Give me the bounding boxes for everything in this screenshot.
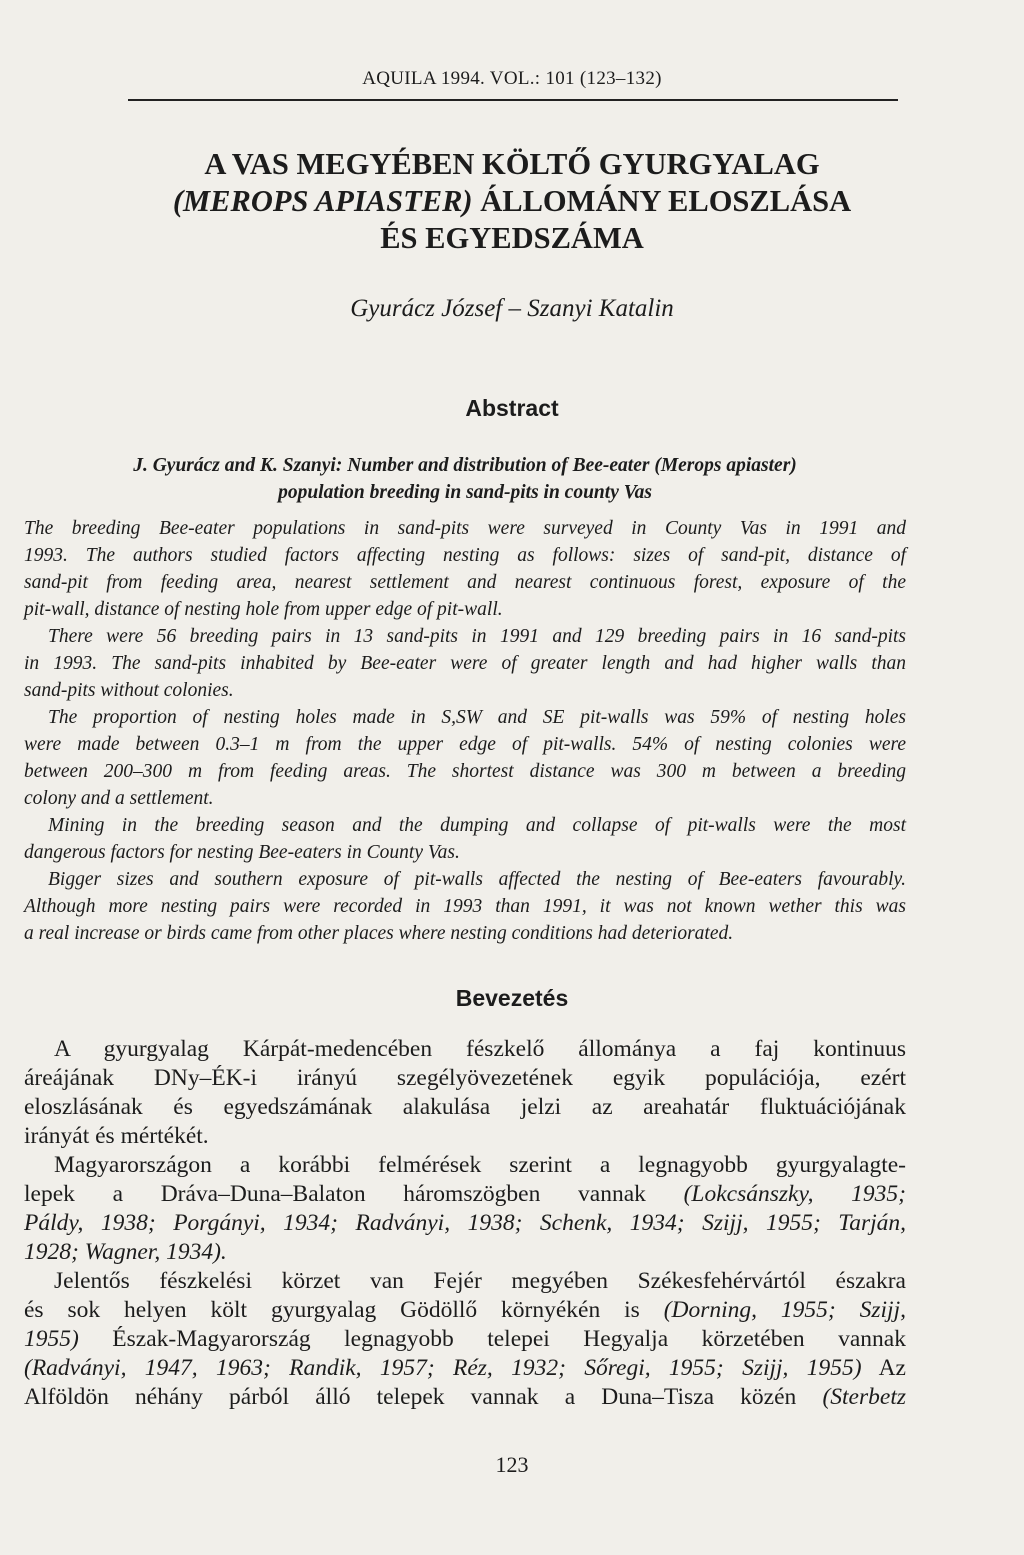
abstract-body <box>24 515 906 947</box>
abstract-heading: Abstract <box>465 395 559 421</box>
abstract-title <box>24 452 906 506</box>
intro-line: A gyurgyalag Kárpát-medencében fészkelő állománya a faj kontinuus <box>54 1036 906 1062</box>
abstract-line: Mining in the breeding season and the dumping and collapse of pit-walls were the most <box>48 815 906 836</box>
abstract-line: There were 56 breeding pairs in 13 sand-pits in 1991 and 129 breeding pairs in 16 sand-pits <box>48 626 906 647</box>
abstract-line: dangerous factors for nesting Bee-eaters in County Vas. <box>24 842 460 863</box>
abstract-line: 1993. The authors studied factors affecting nesting as follows: sizes of sand-pit, distance of <box>24 545 906 566</box>
abstract-line: Bigger sizes and southern exposure of pit-walls affected the nesting of Bee-eaters favourably. <box>48 869 906 890</box>
abstract-title-line: population breeding in sand-pits in county Vas <box>278 482 652 503</box>
intro-text: Észak-Magyarország legnagyobb telepei Hegyalja körzetében vannak <box>78 1326 906 1352</box>
citation: (Dorning, 1955; Szijj, <box>663 1297 906 1323</box>
citation: 1955) <box>24 1326 79 1352</box>
intro-line: Jelentős fészkelési körzet van Fejér megyében Székesfehérvártól északra <box>54 1268 906 1294</box>
authors: Gyurácz József – Szanyi Katalin <box>350 295 674 322</box>
intro-line <box>24 1325 906 1354</box>
intro-line: irányát és mértékét. <box>24 1123 209 1149</box>
intro-line <box>24 1238 906 1267</box>
intro-line: áreájának DNy–ÉK-i irányú szegélyövezetének egyik populációja, ezért <box>24 1065 906 1091</box>
citation: 1928; Wagner, 1934). <box>24 1239 227 1265</box>
intro-text: és sok helyen költ gyurgyalag Gödöllő környékén is <box>24 1297 664 1323</box>
abstract-line: in 1993. The sand-pits inhabited by Bee-eater were of greater length and had higher walls than <box>24 653 906 674</box>
intro-line <box>24 1296 906 1325</box>
citation: Páldy, 1938; Porgányi, 1934; Radványi, 1938; Schenk, 1934; Szijj, 1955; Tarján, <box>24 1210 906 1236</box>
intro-text: Az <box>861 1355 906 1381</box>
title-line-2 <box>60 183 964 220</box>
intro-line: Magyarországon a korábbi felmérések szerint a legnagyobb gyurgyalagte- <box>54 1152 906 1178</box>
section-heading: Bevezetés <box>455 985 569 1011</box>
header-rule <box>128 99 898 101</box>
title-species-name: (MEROPS APIASTER) <box>172 184 473 218</box>
title-line-3: ÉS EGYEDSZÁMA <box>380 221 644 255</box>
intro-text: Alföldön néhány párból álló telepek vannak a Duna–Tisza közén <box>24 1384 823 1410</box>
abstract-line: colony and a settlement. <box>24 788 214 809</box>
page-number: 123 <box>495 1452 529 1477</box>
intro-text: lepek a Dráva–Duna–Balaton háromszögben vannak <box>24 1181 684 1207</box>
citation: (Sterbetz <box>822 1384 906 1410</box>
abstract-line: were made between 0.3–1 m from the upper edge of pit-walls. 54% of nesting colonies were <box>24 734 906 755</box>
abstract-line: a real increase or birds came from other places where nesting conditions had deteriorated. <box>24 923 734 944</box>
abstract-line: Although more nesting pairs were recorded in 1993 than 1991, it was not known wether this was <box>24 896 906 917</box>
abstract-line: sand-pit from feeding area, nearest settlement and nearest continuous forest, exposure of the <box>24 572 906 593</box>
abstract-line: pit-wall, distance of nesting hole from upper edge of pit-wall. <box>24 599 503 620</box>
running-head: AQUILA 1994. VOL.: 101 (123–132) <box>362 68 662 89</box>
abstract-line: between 200–300 m from feeding areas. The shortest distance was 300 m between a breeding <box>24 761 906 782</box>
intro-line <box>24 1354 906 1383</box>
title-line-2-rest: ÁLLOMÁNY ELOSZLÁSA <box>472 184 852 218</box>
abstract-title-line: J. Gyurácz and K. Szanyi: Number and distribution of Bee-eater (Merops apiaster) <box>133 455 797 476</box>
intro-line <box>24 1180 906 1209</box>
abstract-line: The proportion of nesting holes made in S,SW and SE pit-walls was 59% of nesting holes <box>48 707 906 728</box>
article-title <box>60 146 964 257</box>
abstract-line: The breeding Bee-eater populations in sand-pits were surveyed in County Vas in 1991 and <box>24 518 906 539</box>
intro-line <box>24 1383 906 1412</box>
intro-line <box>24 1209 906 1238</box>
intro-body <box>24 1035 906 1412</box>
intro-line: eloszlásának és egyedszámának alakulása jelzi az areahatár fluktuációjának <box>24 1094 906 1120</box>
title-line-1: A VAS MEGYÉBEN KÖLTŐ GYURGYALAG <box>204 147 820 181</box>
citation: (Lokcsánszky, 1935; <box>683 1181 906 1207</box>
abstract-line: sand-pits without colonies. <box>24 680 234 701</box>
citation: (Radványi, 1947, 1963; Randik, 1957; Réz, 1932; Sőregi, 1955; Szijj, 1955) <box>24 1355 862 1381</box>
